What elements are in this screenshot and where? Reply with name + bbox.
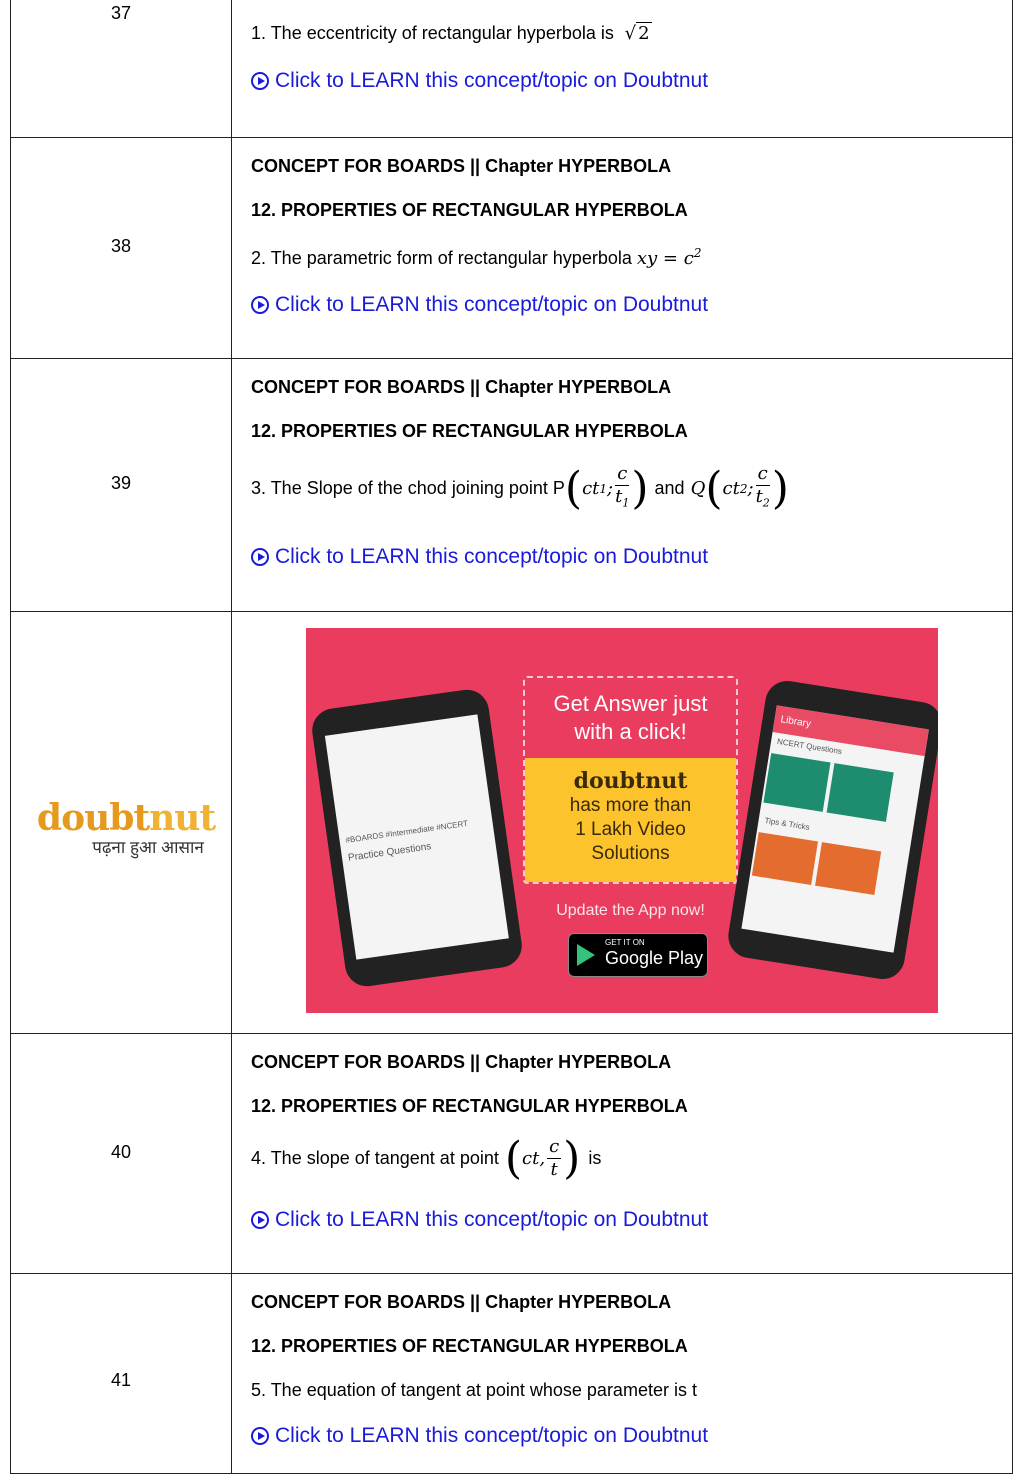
row-number-cell: [11, 1034, 232, 1274]
fraction: $\frac{c}{t}$: [549, 1136, 560, 1180]
phone-mockup-right: Library NCERT Questions Tips & Tricks: [725, 678, 938, 982]
learn-link[interactable]: Click to LEARN this concept/topic on Doubtnut: [251, 293, 708, 317]
play-circle-icon: [251, 1211, 269, 1229]
concept-heading: CONCEPT FOR BOARDS || Chapter HYPERBOLA: [251, 377, 672, 397]
fraction: $\frac{c}{t_2}$: [755, 463, 770, 510]
learn-link[interactable]: Click to LEARN this concept/topic on Doubtnut: [251, 69, 708, 93]
table-row: [11, 0, 1013, 138]
row-number-cell: [11, 138, 232, 359]
promo-headline: Get Answer just with a click!: [553, 691, 708, 744]
table-row-ad: [11, 612, 1013, 1034]
update-app-text: Update the App now!: [556, 902, 705, 919]
play-circle-icon: [251, 296, 269, 314]
row-number-cell: [11, 359, 232, 612]
learn-link[interactable]: Click to LEARN this concept/topic on Doubtnut: [251, 1424, 708, 1448]
row-content-cell: [232, 359, 1013, 612]
sqrt-expression: √ 2: [618, 23, 650, 44]
row-number-cell: [11, 1274, 232, 1474]
item-text: 1. The eccentricity of rectangular hyperbola is √ 2: [251, 23, 650, 44]
concept-heading: CONCEPT FOR BOARDS || Chapter HYPERBOLA: [251, 1292, 672, 1312]
app-promo-banner[interactable]: [306, 628, 938, 1013]
row-number: 39: [110, 473, 132, 493]
item-text: 4. The slope of tangent at point ( ct, $\frac{c}{t}$ ) is: [251, 1132, 602, 1184]
play-circle-icon: [251, 72, 269, 90]
row-number-cell: [11, 0, 232, 138]
learn-link[interactable]: Click to LEARN this concept/topic on Doubtnut: [251, 1208, 708, 1232]
phone-mockup-left: #BOARDS #Intermediate #NCERT Practice Questions: [309, 687, 524, 989]
topic-heading: 12. PROPERTIES OF RECTANGULAR HYPERBOLA: [251, 1096, 688, 1116]
promo-highlight: doubtnut has more than 1 Lakh Video Solutions: [525, 758, 736, 882]
play-circle-icon: [251, 1427, 269, 1445]
table-row: [11, 359, 1013, 612]
logo-cell: [11, 612, 232, 1034]
fraction: $\frac{c}{t_1}$: [615, 463, 630, 510]
item-text: 2. The parametric form of rectangular hyperbola xy = $c^2$: [251, 246, 702, 269]
table-row: [11, 1274, 1013, 1474]
topic-heading: 12. PROPERTIES OF RECTANGULAR HYPERBOLA: [251, 421, 688, 441]
row-number: 41: [110, 1370, 132, 1390]
learn-link[interactable]: Click to LEARN this concept/topic on Doubtnut: [251, 545, 708, 569]
row-number: 37: [110, 3, 132, 23]
row-content-cell: [232, 138, 1013, 359]
doubtnut-logo: doubtnut पढ़ना हुआ आसान: [36, 797, 216, 857]
item-text: 3. The Slope of the chod joining point P ( ct 1 ; $\frac{c}{t_1}$ ) and Q ( ct 2 ; $\frac{c}{t_2}$ ): [251, 462, 789, 514]
promo-box: [523, 676, 738, 884]
play-circle-icon: [251, 548, 269, 566]
questions-table: [10, 0, 1013, 1474]
row-content-cell: [232, 1274, 1013, 1474]
play-store-icon: [577, 944, 595, 966]
row-content-cell: [232, 0, 1013, 138]
table-row: [11, 138, 1013, 359]
banner-cell: [232, 612, 1013, 1034]
row-content-cell: [232, 1034, 1013, 1274]
google-play-button[interactable]: GET IT ON Google Play: [568, 933, 708, 977]
topic-heading: 12. PROPERTIES OF RECTANGULAR HYPERBOLA: [251, 200, 688, 220]
concept-heading: CONCEPT FOR BOARDS || Chapter HYPERBOLA: [251, 1052, 672, 1072]
table-row: [11, 1034, 1013, 1274]
row-number: 40: [110, 1142, 132, 1162]
item-text: 5. The equation of tangent at point whose parameter is t: [251, 1380, 697, 1400]
topic-heading: 12. PROPERTIES OF RECTANGULAR HYPERBOLA: [251, 1336, 688, 1356]
concept-heading: CONCEPT FOR BOARDS || Chapter HYPERBOLA: [251, 156, 672, 176]
row-number: 38: [110, 236, 132, 256]
